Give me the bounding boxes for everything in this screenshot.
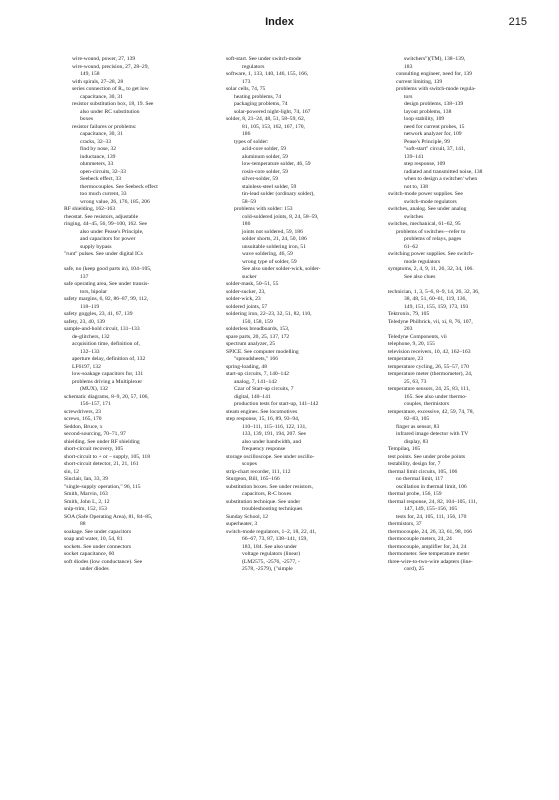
index-entry: solder-wick, 23 [226,296,261,302]
index-entry: low-temperature solder, 46, 59 [242,161,311,167]
index-entry: 156–157, 171 [80,401,111,407]
index-entry: problems with switch-mode regula- [396,86,476,92]
index-entry: solder-sucker, 23, [226,288,266,295]
index-entry: 61–62 [404,243,418,250]
index-entry: safety, 23, 40, 139 [64,318,105,325]
index-entry: open-circuits, 32–33 [80,168,126,175]
index-entry: problems of relays, pages [404,236,462,242]
index-entry: Sinclair, Ian, 33, 39 [64,476,108,482]
index-entry: SOA (Safe Operating Area), 81, 84–85, [64,513,153,520]
index-entry: 183 [404,63,413,70]
index-entry: resistor substitution box, 18, 19. See [72,101,154,107]
index-entry: not to, 138 [404,183,429,190]
index-entry: digital, 140–141 [234,393,271,400]
index-entry: software, 1, 133, 140, 146, 155, 166, [226,71,309,77]
index-entry: shielding. See under RF shielding [64,438,140,445]
index-entry: soldered joints, 57 [226,303,268,310]
index-entry: solderless breadboards, 153, [226,326,290,332]
index-entry: too much current, 33 [80,191,127,197]
index-entry: spring-loading, 48 [226,363,268,370]
index-column-2 [226,56,376,778]
index-entry: 139–141 [404,153,424,160]
index-entry: step response, 15, 16, 89, 93–94, [226,416,300,422]
index-entry: aluminum solder, 59 [242,153,288,160]
index-entry: aperture delay, definition of, 132 [72,356,146,362]
index-entry: switch-mode regulators [404,198,457,205]
index-entry: unsuitable soldering iron, 51 [242,243,307,250]
index-entry: acid-core solder, 59 [242,146,287,152]
page-header [0,16,559,36]
index-entry: temperature cycling, 26, 55–57, 170 [388,363,469,370]
index-entry: safety margins, 6, 82, 86–87, 99, 112, [64,296,149,302]
index-entry: testability, design for, 7 [388,461,441,467]
index-entry: thermocouple, amplifier for, 24, 24 [388,543,467,550]
index-entry: RF shielding, 162–163 [64,206,116,212]
index-entry: 38, 48, 51, 60–61, 119, 136, [404,296,467,302]
index-entry: de-glitchers, 132 [72,333,110,340]
index-entry: step response, 109 [404,161,446,167]
index-entry: short-circuit to + or – supply, 105, 118 [64,453,151,460]
index-entry: See also under solder-wick, solder- [242,266,321,272]
index-entry: three-wire-to-two-wire adapters (line- [388,558,473,565]
index-entry: ringing, 44–45, 56, 99–100, 162. See [64,221,147,227]
index-entry: cracks, 32–33 [80,138,112,145]
index-entry: tin-lead solder (ordinary solder), [242,191,315,197]
index-entry: under diodes [80,566,109,572]
index-entry: wrong type of solder, 59 [242,258,297,265]
index-entry: heating problems, 74 [234,93,282,100]
index-entry: no thermal limit, 117 [396,476,444,482]
index-entry: "soft-start" circuit, 37, 141, [404,146,466,152]
index-entry: 150, 158, 159 [242,318,273,325]
index-entry: test points. See under probe points [388,453,466,460]
index-entry: switch-mode regulators, 1–2, 18, 22, 41, [226,528,317,535]
index-entry: thermal limit circuits, 105, 106 [388,468,458,475]
index-entry: schematic diagrams, 8–9, 20, 57, 106, [64,393,149,400]
index-entry: 133, 139, 191, 194, 207. See [242,431,307,437]
index-columns [64,56,538,778]
index-entry: also under bandwidth, and [242,438,302,445]
index-entry: also under RC substitution [80,108,140,115]
index-entry: supply bypass [80,243,112,250]
index-entry: solar cells, 74, 75 [226,86,266,92]
index-entry: 137 [80,273,89,280]
index-entry: rheostat. See resistors, adjustable [64,213,139,220]
page-number: 215 [508,16,527,28]
index-entry: Sunday School, 12 [226,513,269,520]
index-entry: problems driving a Multiplexer [72,378,143,385]
index-entry: types of solder: [234,138,269,145]
index-entry: superheater, 3 [226,521,258,527]
index-entry: sockets. See under connectors [64,543,132,550]
index-entry: "spreadsheets," 166 [234,356,279,362]
index-entry: 88 [80,521,86,527]
index-entry: Smith, John L, 2, 12 [64,498,110,505]
index-entry: low-soakage capacitors for, 131 [72,371,144,377]
index-entry: thermometer. See temperature meter [388,551,470,557]
index-entry: thermocouple, 24, 26, 33, 61, 98, 166 [388,528,472,535]
index-entry: temperature sensors, 24, 25, 83, 111, [388,386,470,392]
index-entry: 110–111, 115–116, 122, 131, [242,423,307,430]
index-entry: wire-wound, power, 27, 139 [72,56,136,62]
index-entry: Smith, Marvin, 163 [64,491,108,497]
index-entry: 173 [242,78,251,85]
index-entry: short-circuit detector, 21, 21, 161 [64,461,139,467]
index-entry: packaging problems, 74 [234,101,288,107]
index-entry: find by nose, 32 [80,146,117,152]
index-entry: current limiting, 139 [396,78,443,85]
index-entry: safe, no (keep good parts in), 104–105, [64,266,152,272]
index-entry: safety goggles, 23, 41, 67, 139 [64,311,133,317]
index-entry: 203 [404,326,413,332]
index-gap [64,259,214,267]
index-entry: wave soldering, 46, 59 [242,251,293,257]
index-entry: 186 [242,221,251,227]
index-entry: Seebeck effect, 33 [80,176,122,182]
index-entry: resistor failures or problems: [72,123,137,130]
index-entry: Teledyne Components, vii [388,333,447,340]
index-column-3 [388,56,538,778]
index-entry: layout problems, 138 [404,108,452,115]
index-entry: when to design a switcher/ when [404,176,478,182]
index-entry: 82–83, 105 [404,416,430,422]
index-entry: soldering iron, 22–23, 32, 51, 82, 110, [226,311,312,317]
index-entry: temperature meter (thermometer), 24, [388,371,473,377]
index-entry: regulators [242,63,265,70]
index-entry: capacitance, 30, 31 [80,131,123,137]
index-entry: joints not soldered, 59, 186 [242,228,303,235]
index-entry: tests for, 24, 105, 111, 156, 170 [396,513,467,520]
index-entry: second-sourcing, 70–71, 97 [64,431,126,437]
index-entry: inductance, 139 [80,153,116,160]
index-entry: tors, bipolar [80,288,108,295]
index-entry: oscillation in thermal limit, 106 [396,483,467,490]
index-entry: soap and water, 10, 54, 81 [64,536,123,542]
index-entry: See also clues [404,273,436,280]
index-entry: switches, mechanical, 61–62, 95 [388,221,461,227]
index-entry: problems of switches—refer to [396,228,466,235]
index-entry: thermistors, 37 [388,521,422,527]
index-entry: silver-solder, 59 [242,176,279,182]
index-entry: frequency response [242,446,286,452]
index-entry: "runt" pulses. See under digital ICs [64,251,143,257]
index-entry: scopes [242,461,257,467]
index-entry: analog, 7, 141–142 [234,378,277,385]
index-entry: LF6197, 132 [72,363,101,370]
index-entry: infrared image detector with TV [396,431,469,437]
index-entry: loop stability, 109 [404,116,445,122]
index-entry: thermocouple meters, 24, 24 [388,536,452,542]
index-entry: 118–119 [80,303,100,310]
index-entry: symptoms, 2, 4, 9, 11, 26, 32, 34, 106. [388,266,474,272]
index-entry: steam engines. See locomotives [226,408,298,415]
index-entry: couples, thermistors [404,401,450,407]
index-entry: switching power supplies. See switch- [388,251,474,257]
index-entry: finger as sensor, 83 [396,423,440,430]
index-entry: screws, 165, 170 [64,416,102,422]
index-entry: 186 [242,131,251,137]
index-entry: also under Pease's Principle, [80,228,144,235]
index-entry: Pease's Principle, 99 [404,138,450,145]
index-entry: spectrum analyzer, 25 [226,341,276,347]
index-entry: problems with solder: 153 [234,206,293,212]
index-entry: 132–133 [80,348,100,355]
index-entry: short-circuit recovery, 105 [64,446,124,452]
index-entry: substitution boxes. See under resistors, [226,483,314,490]
index-entry: switches [404,213,424,220]
index-entry: safe operating area, See under transis- [64,281,150,287]
index-entry: network analyzer for, 109 [404,131,462,137]
index-entry: need for current probes, 15 [404,123,465,130]
index-entry: ohmmeters, 33 [80,161,114,167]
index-entry: production tests for start-up, 141–142 [234,401,319,407]
index-entry: sucker [242,273,257,280]
index-entry: telephone, 9, 20, 155 [388,341,435,347]
index-entry: socket capacitance, 60 [64,551,115,557]
index-entry: Tempilaq, 165 [388,446,421,452]
index-entry: radiated and transmitted noise, 138 [404,168,483,175]
index-entry: solder-mask, 50–51, 55 [226,281,279,287]
index-entry: substitution technique. See under [226,498,301,505]
index-entry: 147, 149, 155–156, 165 [404,506,458,512]
index-entry: capacitance, 30, 31 [80,93,123,100]
index-entry: soft-start. See under switch-mode [226,56,302,62]
index-entry: capacitors, R-C boxes [242,491,292,497]
index-entry: technician, 1, 3, 5–6, 8–9, 14, 26, 32, 36, [388,288,480,295]
index-entry: sin, 12 [64,468,79,475]
index-entry: sample-and-hold circuit, 131–133 [64,326,140,332]
index-entry: and capacitors for power [80,236,136,242]
index-entry: mode regulators [404,258,441,265]
index-entry: solder shorts, 21, 24, 50, 186 [242,236,307,242]
index-entry: stainless-steel solder, 59 [242,183,297,190]
index-entry: Teledyne Philbrick, vii, xi, 8, 76, 107, [388,318,473,325]
index-entry: boxes [80,116,94,122]
index-entry: solar-powered night-light, 74, 167 [234,108,311,115]
index-entry: troubleshooting techniques [242,506,303,512]
index-entry: with spirals, 27–28, 28 [72,78,124,85]
index-entry: Seddon, Bruce, x [64,423,103,430]
index-entry: SPICE. See computer modelling [226,348,299,355]
index-entry: 66–67, 73, 87, 138–141, 159, [242,536,308,542]
index-entry: 149, 158 [80,71,100,77]
index-entry: switch-mode power supplies. See [388,191,463,197]
index-entry: voltage regulators (linear) [242,551,301,557]
index-entry: temperature, excessive, 42, 59, 74, 78, [388,408,474,415]
index-entry: acquisition time, definition of, [72,341,140,347]
index-entry: design problems, 138–139 [404,101,464,107]
page-title: Index [265,16,294,28]
index-entry: wire-wound, precision, 27, 28–29, [72,63,149,70]
index-entry: screwdrivers, 23 [64,408,101,415]
index-entry: series connection of Rₒ, to get low [72,86,149,92]
index-entry: Tektronix, 79, 105 [388,311,430,317]
index-entry: cold-soldered joints, 8, 24, 58–59, [242,213,319,220]
index-entry: thermal probe, 156, 159 [388,491,442,497]
index-entry: strip-chart recorder, 111, 112 [226,468,291,475]
index-entry: rosin-core solder, 59 [242,168,288,175]
index-entry: Sturgeon, Bill, 165–166 [226,476,280,482]
index-entry: (MUX), 132 [80,386,108,392]
index-entry: switches, analog. See under analog [388,206,467,212]
index-entry: 58–59 [242,198,256,205]
index-entry: thermal response, 24, 82, 104–105, 111, [388,498,478,505]
index-entry: spare parts, 20, 25, 137, 172 [226,333,290,340]
index-entry: snip-trim, 152, 153 [64,506,107,512]
index-entry: 149, 151, 155, 159, 173, 193 [404,303,469,310]
index-entry: 25, 63, 73 [404,378,427,385]
index-entry: 2578, -2579), ("simple [242,566,293,572]
index-entry: television receivers, 10, 42, 162–163 [388,348,471,355]
index-entry: tors [404,93,413,100]
index-entry: soft diodes (low conductance). See [64,558,143,565]
index-entry: 81, 105, 153, 162, 167, 170, [242,123,305,130]
index-gap [388,281,538,289]
index-entry: (LM2575, -2576, -2577, - [242,558,300,565]
index-entry: thermocouples. See Seebeck effect [80,183,158,190]
index-column-1 [64,56,214,778]
index-entry: 165. See also under thermo- [404,393,467,400]
index-entry: solder, 8, 21–24, 48, 51, 58–59, 62, [226,116,306,122]
index-entry: wrong value, 26, 176, 185, 206 [80,198,150,205]
index-entry: switchers")(TM), 138–139, [404,56,466,62]
index-entry: temperature, 23 [388,356,424,362]
index-entry: 183, 184. See also under [242,543,297,550]
index-entry: start-up circuits, 7, 140–142 [226,371,289,377]
index-entry: "single-supply operation," 96, 115 [64,483,141,490]
index-entry: soakage. See under capacitors [64,528,132,535]
index-entry: consulting engineer, need for, 139 [396,71,472,77]
index-entry: display, 83 [404,438,429,445]
index-entry: cord), 25 [404,566,425,572]
index-entry: Czar of Start-up circuits, 7 [234,386,294,392]
index-entry: storage oscilloscope. See under oscillo- [226,453,315,460]
